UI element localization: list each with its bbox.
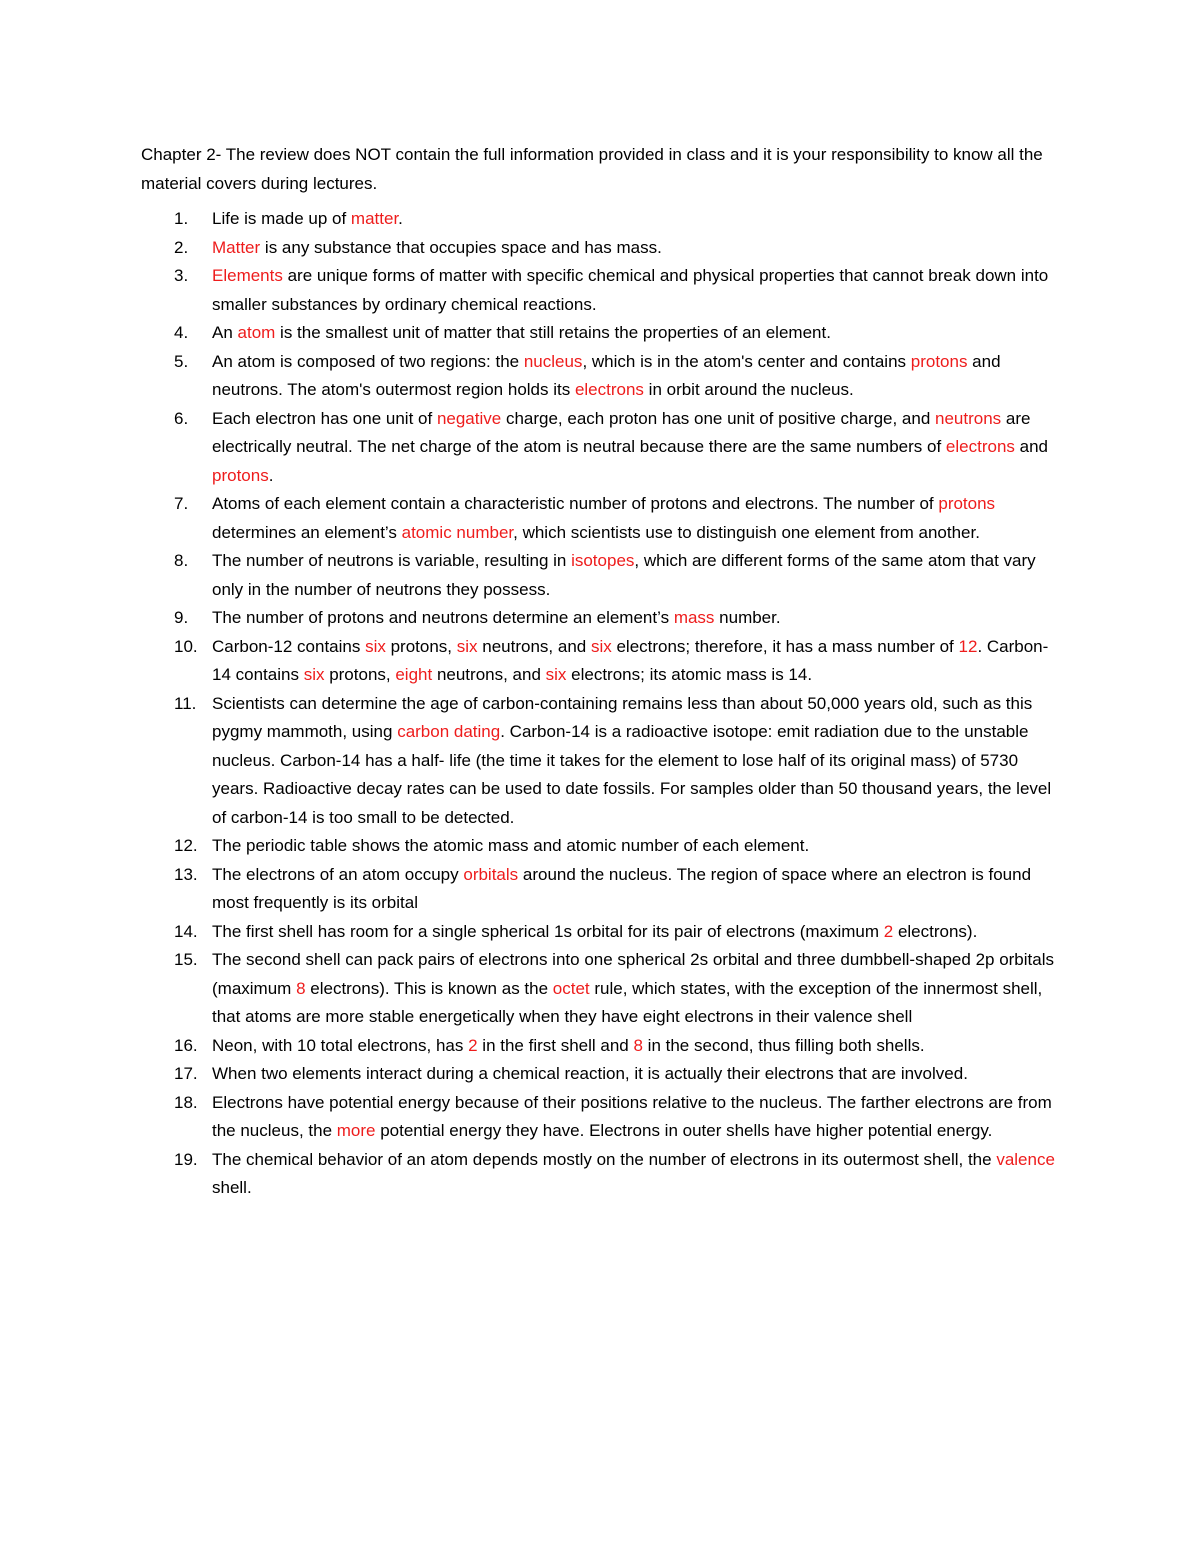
list-item-number: 13. (174, 864, 198, 884)
list-item (141, 490, 1061, 547)
text-segment: are electrically neutral. The net charge of the atom is neutral because there are the same numbers of (212, 408, 1031, 456)
list-item (141, 832, 1061, 861)
list-item-number: 5. (174, 351, 189, 371)
text-segment: electrons; therefore, it has a mass number of (611, 636, 959, 656)
text-segment: and (1014, 437, 1048, 456)
list-item-text (212, 608, 781, 627)
text-segment: , which is in the atom's center and contains (582, 351, 911, 371)
highlighted-term: 8 (633, 1035, 643, 1055)
text-segment: . Carbon-14 is a radioactive isotope: emit radiation due to the unstable nucleus. Carbon-14 has a half- life (the time it takes for the element to lose half of its original mass) of 5730 years. Radioactive decay rates can be used to date fossils. For samples older than 50 thousand years, the level of carbon-14 is too small to be detected. (212, 722, 1052, 827)
highlighted-term: orbitals (463, 864, 519, 884)
text-segment: protons, (324, 665, 396, 684)
highlighted-term: mass (673, 608, 715, 627)
text-segment: Carbon-12 contains (212, 636, 366, 656)
list-item-text (212, 266, 1048, 314)
list-item-text (212, 637, 1048, 685)
highlighted-term: protons (938, 494, 996, 513)
highlighted-term: 12 (958, 636, 978, 656)
list-item (141, 1146, 1061, 1203)
highlighted-term: matter (350, 209, 399, 228)
list-item-number: 6. (174, 408, 189, 428)
highlighted-term: six (456, 636, 478, 656)
list-item-text (212, 551, 1036, 599)
highlighted-term: six (365, 636, 386, 656)
document-page (141, 141, 1061, 1203)
highlighted-term: electrons (574, 380, 644, 399)
list-item-number: 1. (174, 209, 189, 228)
list-item-text (212, 865, 1031, 913)
text-segment: neutrons, and (477, 636, 591, 656)
list-item-text (212, 409, 1048, 485)
text-segment: in orbit around the nucleus. (643, 380, 854, 399)
text-segment: The number of protons and neutrons determine an element’s (212, 608, 674, 627)
chapter-intro: Chapter 2- The review does NOT contain the full information provided in class and it is your responsibility to know all the material covers during lectures. (141, 145, 1043, 193)
list-item-text (212, 1036, 925, 1055)
list-item (141, 1089, 1061, 1146)
text-segment: Neon, with 10 total electrons, has (212, 1035, 469, 1055)
highlighted-term: six (545, 665, 567, 684)
text-segment: charge, each proton has one unit of positive charge, and (501, 408, 936, 428)
list-item-number: 4. (174, 323, 189, 342)
highlighted-term: Elements (212, 266, 283, 285)
text-segment: are unique forms of matter with specific chemical and physical properties that cannot break down into smaller substances by ordinary chemical reactions. (212, 266, 1049, 314)
text-segment: around the nucleus. The region of space where an electron is found most frequently is its orbital (212, 864, 1032, 912)
highlighted-term: 2 (468, 1035, 478, 1055)
text-segment: An atom is composed of two regions: the (212, 351, 524, 371)
highlighted-term: more (336, 1121, 376, 1140)
text-segment: . Carbon-14 contains (212, 636, 1049, 684)
text-segment: , which scientists use to distinguish one element from another. (513, 522, 980, 542)
list-item-text (212, 1093, 1052, 1141)
highlighted-term: neutrons (935, 408, 1002, 428)
highlighted-term: 8 (296, 978, 306, 998)
text-segment: electrons; its atomic mass is 14. (566, 665, 813, 684)
text-segment: determines an element’s (212, 522, 402, 542)
list-item-text (212, 209, 403, 228)
list-item (141, 319, 1061, 348)
list-item (141, 861, 1061, 918)
text-segment: The electrons of an atom occupy (212, 864, 464, 884)
list-item-text (212, 494, 995, 542)
list-item (141, 547, 1061, 604)
list-item-text (212, 694, 1051, 827)
list-item-number: 17. (174, 1064, 198, 1083)
list-item-text (212, 836, 809, 855)
text-segment: Life is made up of (212, 209, 351, 228)
text-segment: . (268, 465, 274, 485)
list-item-text (212, 323, 831, 342)
list-item-number: 11. (174, 693, 197, 713)
text-segment: number. (714, 608, 781, 627)
text-segment: is the smallest unit of matter that still retains the properties of an element. (275, 323, 831, 342)
highlighted-term: negative (436, 408, 502, 428)
list-item (141, 1060, 1061, 1089)
text-segment: Atoms of each element contain a characteristic number of protons and electrons. The number of (212, 494, 939, 513)
highlighted-term: isotopes (571, 551, 635, 570)
highlighted-term: octet (552, 978, 590, 998)
highlighted-term: 2 (883, 921, 894, 941)
text-segment: Scientists can determine the age of carbon-containing remains less than about 50,000 years old, such as this pygmy mammoth, using (212, 693, 1033, 741)
list-item-text (212, 1064, 968, 1083)
text-segment: shell. (212, 1178, 252, 1197)
text-segment: potential energy they have. Electrons in outer shells have higher potential energy. (375, 1121, 993, 1140)
text-segment: and neutrons. The atom's outermost region holds its (212, 351, 1001, 399)
list-item-text (212, 950, 1054, 1026)
text-segment: rule, which states, with the exception of the innermost shell, that atoms are more stable energetically when they have eight electrons in their valence shell (212, 978, 1043, 1026)
list-item (141, 348, 1061, 405)
text-segment: electrons). (893, 921, 978, 941)
list-item (141, 205, 1061, 234)
text-segment: Electrons have potential energy because of their positions relative to the nucleus. The farther electrons are from the nucleus, the (212, 1092, 1052, 1140)
highlighted-term: protons (910, 351, 968, 371)
list-item-number: 3. (174, 266, 189, 285)
review-list (141, 205, 1061, 1203)
text-segment: in the second, thus filling both shells. (642, 1035, 925, 1055)
text-segment: protons, (385, 636, 457, 656)
text-segment: When two elements interact during a chemical reaction, it is actually their electrons that are involved. (212, 1064, 968, 1083)
list-item-number: 9. (174, 608, 189, 627)
list-item-number: 14. (174, 921, 198, 941)
list-item-text (212, 1150, 1055, 1198)
list-item-number: 8. (174, 551, 189, 570)
list-item-number: 2. (174, 237, 189, 257)
text-segment: The number of neutrons is variable, resulting in (212, 551, 572, 570)
text-segment: . (398, 209, 403, 228)
list-item (141, 1032, 1061, 1061)
highlighted-term: six (303, 665, 325, 684)
text-segment: The periodic table shows the atomic mass and atomic number of each element. (212, 836, 810, 855)
text-segment: , which are different forms of the same atom that vary only in the number of neutrons they possess. (212, 551, 1036, 599)
text-segment: in the first shell and (477, 1035, 634, 1055)
list-item-text (212, 352, 1001, 400)
list-item-number: 16. (174, 1035, 198, 1055)
highlighted-term: atom (237, 323, 276, 342)
text-segment: neutrons, and (432, 665, 546, 684)
text-segment: The chemical behavior of an atom depends mostly on the number of electrons in its outermost shell, the (212, 1149, 997, 1169)
text-segment: electrons). This is known as the (305, 978, 553, 998)
list-item-number: 19. (174, 1149, 198, 1169)
text-segment: is any substance that occupies space and has mass. (260, 237, 662, 257)
list-item-number: 18. (174, 1092, 198, 1112)
list-item (141, 604, 1061, 633)
list-item (141, 690, 1061, 833)
list-item-number: 15. (174, 950, 198, 969)
list-item (141, 918, 1061, 947)
highlighted-term: carbon dating (397, 722, 501, 741)
highlighted-term: Matter (212, 237, 261, 257)
list-item-text (212, 922, 977, 941)
highlighted-term: six (590, 636, 612, 656)
highlighted-term: electrons (945, 437, 1015, 456)
text-segment: An (212, 323, 238, 342)
list-item (141, 633, 1061, 690)
highlighted-term: atomic number (401, 522, 514, 542)
highlighted-term: nucleus (523, 351, 583, 371)
highlighted-term: eight (395, 665, 433, 684)
list-item (141, 262, 1061, 319)
list-item-number: 12. (174, 836, 198, 855)
list-item-text (212, 238, 662, 257)
list-item-number: 7. (174, 494, 189, 513)
list-item (141, 234, 1061, 263)
list-item (141, 946, 1061, 1032)
highlighted-term: protons (212, 465, 269, 485)
text-segment: Each electron has one unit of (212, 408, 437, 428)
text-segment: The second shell can pack pairs of electrons into one spherical 2s orbital and three dumbbell-shaped 2p orbitals (maximum (212, 950, 1054, 998)
list-item (141, 405, 1061, 491)
list-item-number: 10. (174, 636, 198, 656)
highlighted-term: valence (996, 1149, 1055, 1169)
text-segment: The first shell has room for a single spherical 1s orbital for its pair of electrons (maximum (212, 921, 884, 941)
